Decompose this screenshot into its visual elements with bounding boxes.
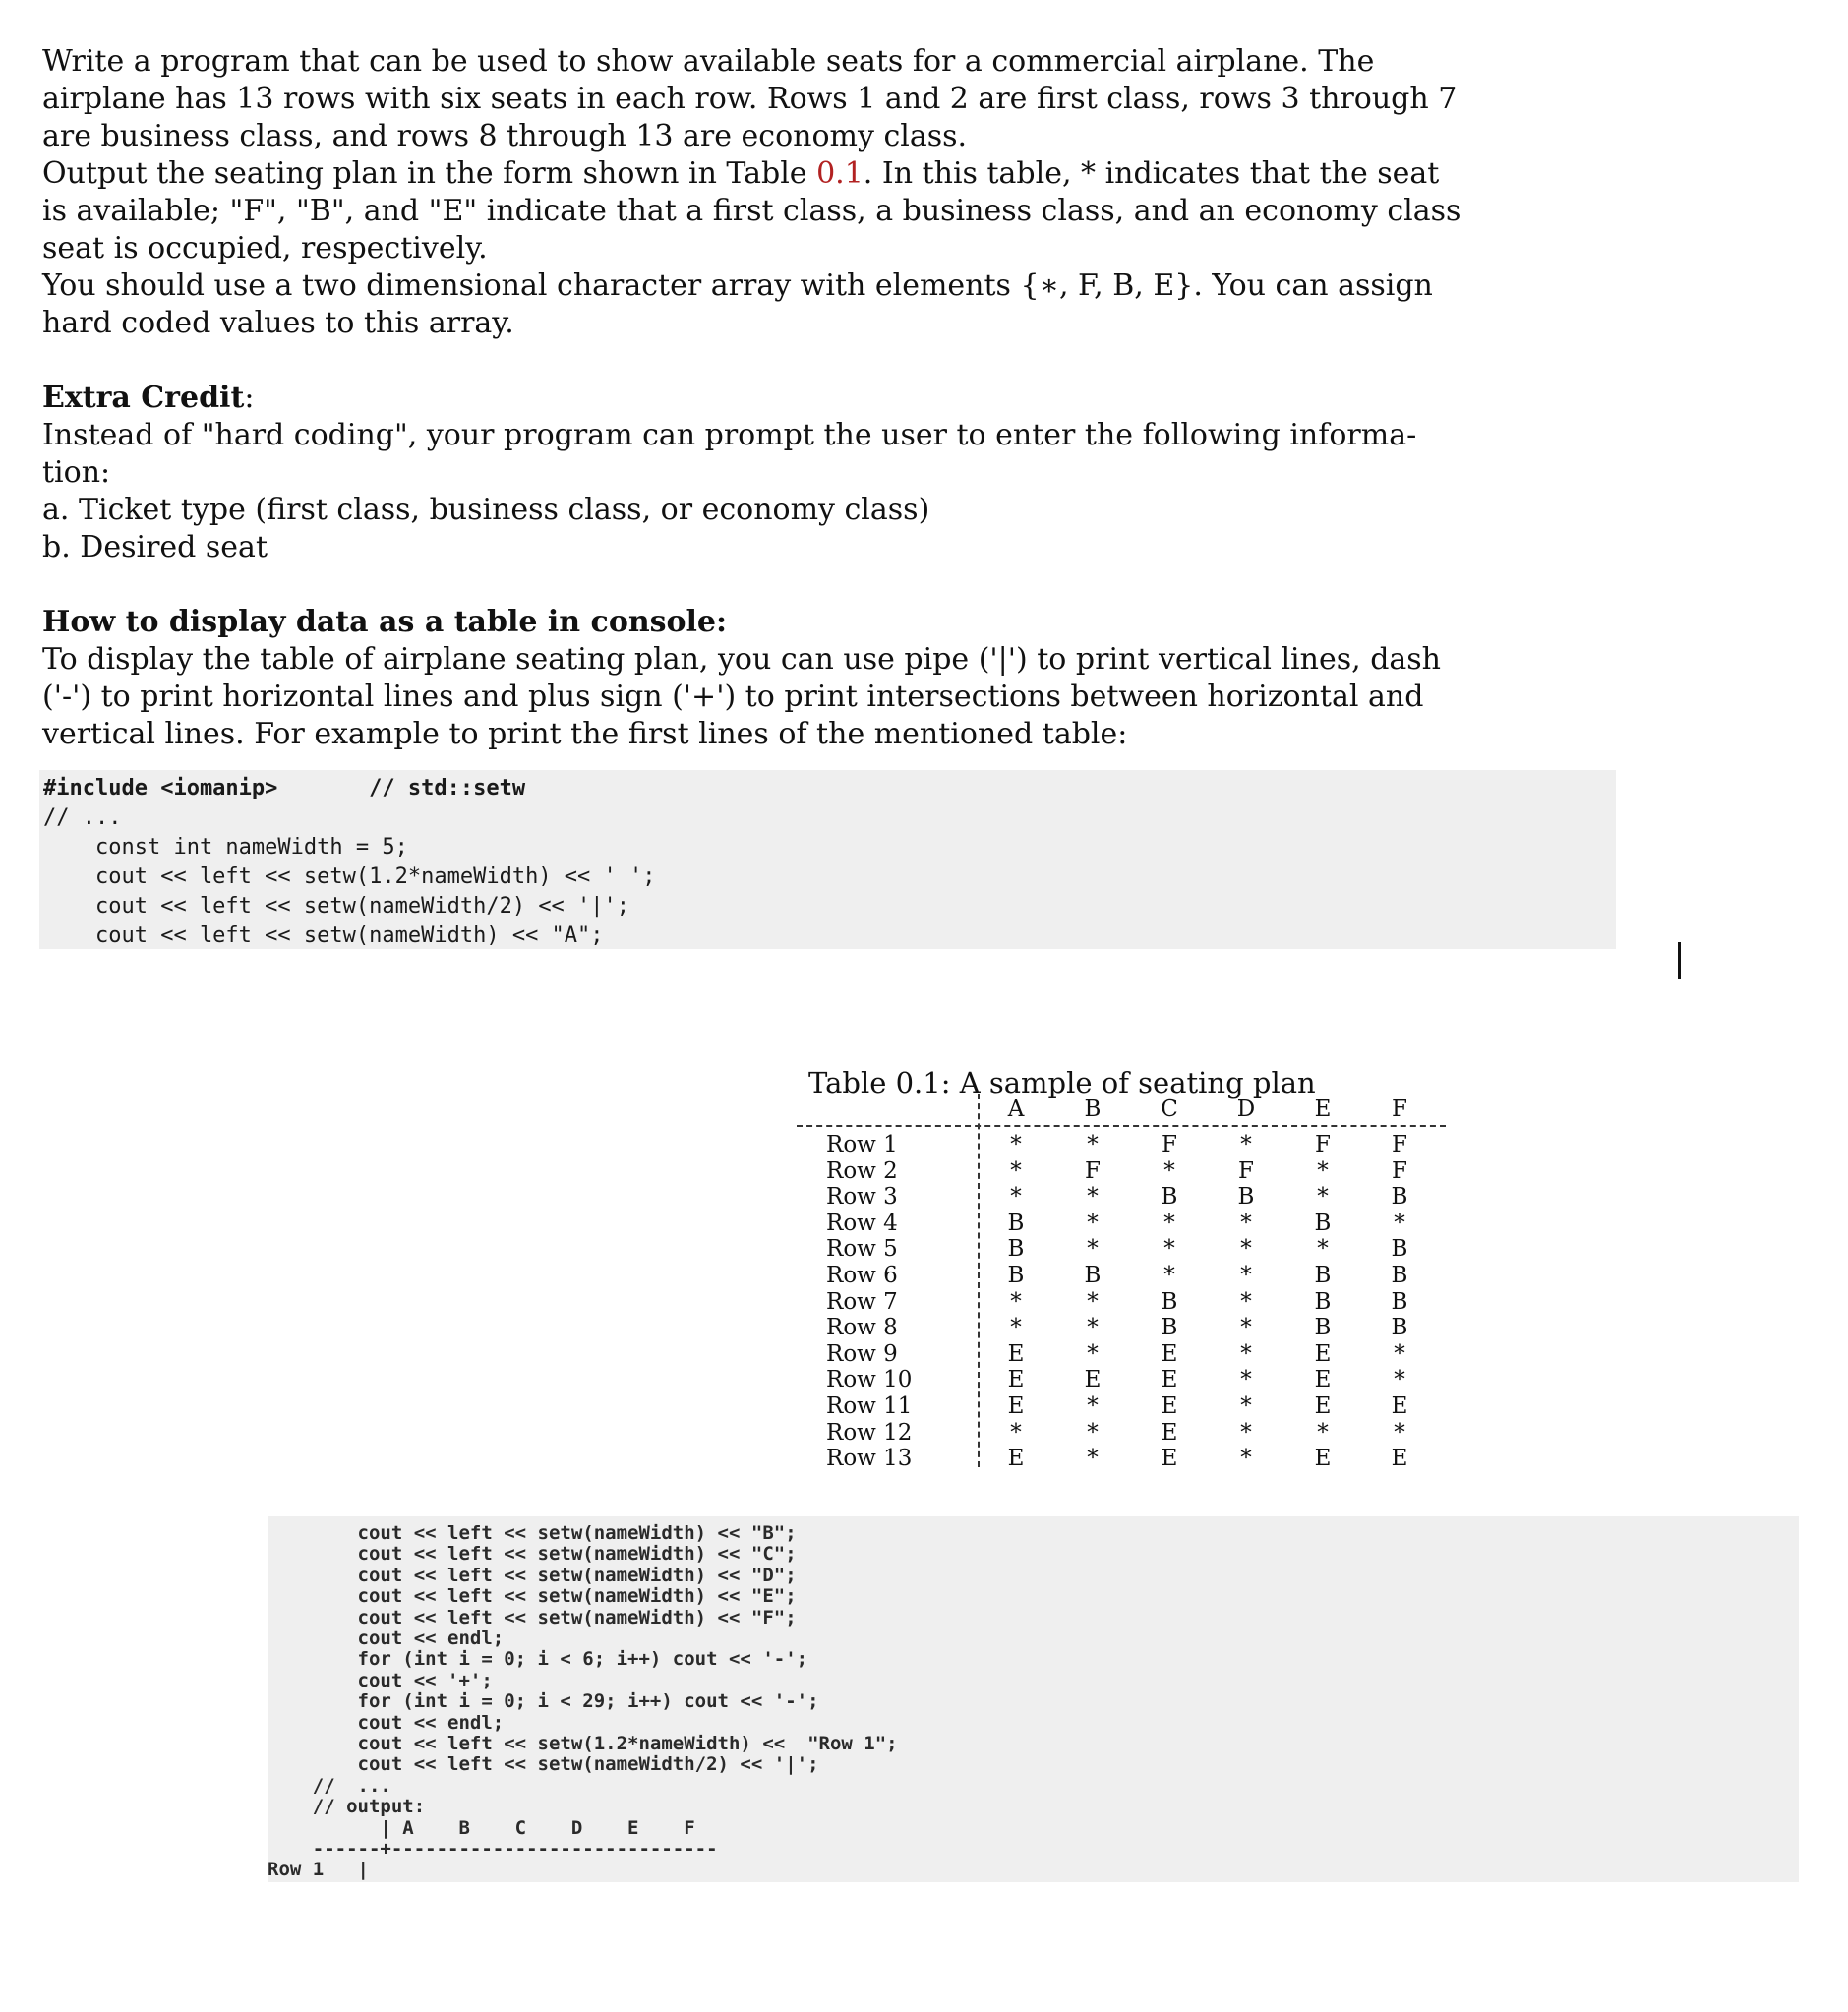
seat-cell: * [1087, 1132, 1099, 1157]
output-paragraph [42, 155, 1616, 267]
seat-cell: B [1161, 1315, 1178, 1341]
table-column-header: C [1161, 1096, 1178, 1122]
array-line: You should use a two dimensional character array with elements {∗, F, B, E}. You can assign [42, 268, 1433, 303]
text-cursor [1678, 942, 1681, 979]
seat-cell: F [1162, 1132, 1177, 1157]
seat-cell: * [1087, 1393, 1099, 1419]
seat-cell: B [1391, 1315, 1408, 1341]
output-line: seat is occupied, respectively. [42, 231, 488, 266]
seat-cell: E [1161, 1419, 1178, 1446]
seat-cell: E [1007, 1340, 1025, 1367]
seat-cell: * [1163, 1157, 1175, 1184]
table-row-label: Row 4 [826, 1210, 898, 1236]
code-line: for (int i = 0; i < 29; i++) cout << '-'; [268, 1690, 819, 1713]
seat-cell: * [1087, 1288, 1099, 1315]
seat-cell: * [1087, 1446, 1099, 1472]
seating-plan-table [797, 1094, 1451, 1487]
code-line: ------+----------------------------- [268, 1838, 718, 1860]
seat-cell: * [1240, 1340, 1252, 1367]
seat-cell: B [1391, 1184, 1408, 1211]
seat-cell: E [1007, 1393, 1025, 1419]
seat-cell: B [1314, 1210, 1332, 1236]
seat-cell: * [1087, 1236, 1099, 1263]
code-line: const int nameWidth = 5; [43, 835, 408, 859]
seat-cell: * [1240, 1263, 1252, 1288]
table-column-header: B [1084, 1096, 1102, 1122]
seat-cell: E [1314, 1393, 1332, 1419]
seat-cell: * [1010, 1419, 1022, 1446]
code-line: | A B C D E F [268, 1816, 695, 1839]
code-block-table-print [268, 1516, 1799, 1882]
extra-credit-line: b. Desired seat [42, 530, 268, 564]
code-line: for (int i = 0; i < 6; i++) cout << '-'; [268, 1648, 808, 1671]
seat-cell: E [1161, 1446, 1178, 1472]
seat-cell: B [1161, 1184, 1178, 1211]
table-column-header: F [1392, 1096, 1407, 1122]
table-row-label: Row 13 [826, 1446, 913, 1472]
table-vertical-separator [978, 1094, 980, 1467]
seat-cell: * [1010, 1288, 1022, 1315]
table-row-label: Row 9 [826, 1340, 898, 1367]
code-line: cout << '+'; [268, 1669, 493, 1691]
table-column-header: A [1007, 1096, 1025, 1122]
seat-cell: B [1391, 1236, 1408, 1263]
code-line: cout << left << setw(nameWidth) << "E"; [268, 1585, 797, 1608]
table-row-label: Row 12 [826, 1419, 913, 1446]
table-row-label: Row 11 [826, 1393, 913, 1419]
code-line: Row 1 | [268, 1859, 369, 1881]
seat-cell: * [1010, 1132, 1022, 1157]
code-line: cout << left << setw(1.2*nameWidth) << ' '; [43, 864, 656, 889]
code-line: // ... [268, 1774, 391, 1797]
seat-cell: * [1087, 1210, 1099, 1236]
seat-cell: * [1317, 1236, 1329, 1263]
seat-cell: F [1238, 1157, 1254, 1184]
table-caption: Table 0.1: A sample of seating plan [808, 1066, 1316, 1099]
seat-cell: B [1007, 1236, 1025, 1263]
code-line: cout << left << setw(nameWidth/2) << '|'; [268, 1753, 819, 1776]
seat-cell: E [1391, 1393, 1408, 1419]
seat-cell: * [1394, 1210, 1405, 1236]
seat-cell: * [1240, 1288, 1252, 1315]
howto-line: vertical lines. For example to print the first lines of the mentioned table: [42, 717, 1128, 751]
seat-cell: B [1314, 1288, 1332, 1315]
seat-cell: E [1161, 1340, 1178, 1367]
seat-cell: E [1007, 1446, 1025, 1472]
extra-credit-line: Instead of "hard coding", your program can prompt the user to enter the following informa- [42, 418, 1417, 452]
code-line: cout << left << setw(nameWidth/2) << '|'; [43, 894, 630, 918]
seat-cell: * [1317, 1157, 1329, 1184]
howto-line: ('-') to print horizontal lines and plus sign ('+') to print intersections between horizontal and [42, 680, 1424, 714]
seat-cell: * [1087, 1419, 1099, 1446]
seat-cell: B [1161, 1288, 1178, 1315]
seat-cell: * [1240, 1315, 1252, 1341]
extra-credit-line: a. Ticket type (first class, business class, or economy class) [42, 493, 930, 527]
seat-cell: B [1391, 1288, 1408, 1315]
seat-cell: E [1314, 1367, 1332, 1393]
table-row-label: Row 10 [826, 1367, 913, 1393]
seat-cell: B [1391, 1263, 1408, 1288]
extra-credit-heading: Extra Credit [42, 381, 245, 415]
seat-cell: * [1163, 1263, 1175, 1288]
code-line: cout << endl; [268, 1711, 505, 1734]
output-line: is available; "F", "B", and "E" indicate that a first class, a business class, and an economy class [42, 194, 1461, 228]
seat-cell: E [1084, 1367, 1102, 1393]
array-paragraph [42, 267, 1616, 342]
code-line: cout << left << setw(nameWidth) << "D"; [268, 1564, 797, 1586]
table-row-label: Row 3 [826, 1184, 898, 1211]
seat-cell: E [1161, 1367, 1178, 1393]
table-horizontal-separator [797, 1125, 1446, 1127]
table-column-header: D [1236, 1096, 1256, 1122]
code-line: cout << endl; [268, 1627, 505, 1649]
intro-line: Write a program that can be used to show available seats for a commercial airplane. The [42, 44, 1375, 79]
output-text-after: . In this table, * indicates that the seat [863, 156, 1440, 191]
extra-credit-line: tion: [42, 455, 111, 490]
code-line: cout << left << setw(nameWidth) << "B"; [268, 1522, 797, 1544]
table-row-label: Row 7 [826, 1288, 898, 1315]
code-line: #include <iomanip> // std::setw [43, 776, 526, 800]
seat-cell: F [1085, 1157, 1101, 1184]
code-line: cout << left << setw(nameWidth) << "A"; [43, 923, 604, 948]
seat-cell: * [1240, 1132, 1252, 1157]
table-row-label: Row 8 [826, 1315, 898, 1341]
seat-cell: * [1087, 1340, 1099, 1367]
howto-section [42, 604, 1616, 753]
seat-cell: * [1394, 1340, 1405, 1367]
seat-cell: * [1087, 1184, 1099, 1211]
seat-cell: * [1010, 1184, 1022, 1211]
seat-cell: B [1314, 1263, 1332, 1288]
table-column-header: E [1314, 1096, 1332, 1122]
code-block-setw [39, 770, 1616, 949]
seat-cell: * [1010, 1315, 1022, 1341]
table-row-label: Row 2 [826, 1157, 898, 1184]
seat-cell: * [1240, 1446, 1252, 1472]
table-row-label: Row 1 [826, 1132, 898, 1157]
table-row-label: Row 5 [826, 1236, 898, 1263]
extra-credit-colon: : [244, 381, 255, 415]
intro-line: airplane has 13 rows with six seats in each row. Rows 1 and 2 are first class, rows 3 through 7 [42, 82, 1458, 116]
seat-cell: * [1317, 1184, 1329, 1211]
extra-credit-section [42, 380, 1616, 566]
seat-cell: B [1084, 1263, 1102, 1288]
howto-heading: How to display data as a table in console: [42, 605, 728, 639]
seat-cell: * [1010, 1157, 1022, 1184]
seat-cell: E [1007, 1367, 1025, 1393]
code-line: // output: [268, 1796, 426, 1818]
seat-cell: E [1391, 1446, 1408, 1472]
seat-cell: * [1087, 1315, 1099, 1341]
seat-cell: * [1240, 1236, 1252, 1263]
seat-cell: E [1314, 1446, 1332, 1472]
seat-cell: * [1317, 1419, 1329, 1446]
seat-cell: * [1240, 1210, 1252, 1236]
code-line: cout << left << setw(nameWidth) << "F"; [268, 1606, 797, 1628]
howto-line: To display the table of airplane seating plan, you can use pipe ('|') to print vertical lines, dash [42, 642, 1441, 677]
intro-line: are business class, and rows 8 through 13 are economy class. [42, 119, 968, 153]
output-text-before: Output the seating plan in the form shown in Table [42, 156, 817, 191]
code-line: cout << left << setw(nameWidth) << "C"; [268, 1543, 797, 1566]
seat-cell: E [1161, 1393, 1178, 1419]
seat-cell: * [1163, 1210, 1175, 1236]
seat-cell: * [1240, 1419, 1252, 1446]
array-line: hard coded values to this array. [42, 306, 514, 340]
seat-cell: F [1315, 1132, 1331, 1157]
intro-paragraph [42, 43, 1616, 155]
table-row-label: Row 6 [826, 1263, 898, 1288]
seat-cell: * [1240, 1367, 1252, 1393]
table-reference-link[interactable]: 0.1 [816, 156, 864, 191]
code-line: // ... [43, 805, 122, 830]
seat-cell: E [1314, 1340, 1332, 1367]
output-line [42, 155, 1616, 193]
seat-cell: * [1394, 1419, 1405, 1446]
seat-cell: B [1314, 1315, 1332, 1341]
seat-cell: F [1392, 1132, 1407, 1157]
code-line: cout << left << setw(1.2*nameWidth) << "Row 1"; [268, 1733, 898, 1754]
extra-credit-heading-line [42, 380, 1616, 417]
seat-cell: B [1237, 1184, 1255, 1211]
seat-cell: F [1392, 1157, 1407, 1184]
seat-cell: * [1163, 1236, 1175, 1263]
seat-cell: B [1007, 1210, 1025, 1236]
seat-cell: * [1394, 1367, 1405, 1393]
seat-cell: B [1007, 1263, 1025, 1288]
seat-cell: * [1240, 1393, 1252, 1419]
